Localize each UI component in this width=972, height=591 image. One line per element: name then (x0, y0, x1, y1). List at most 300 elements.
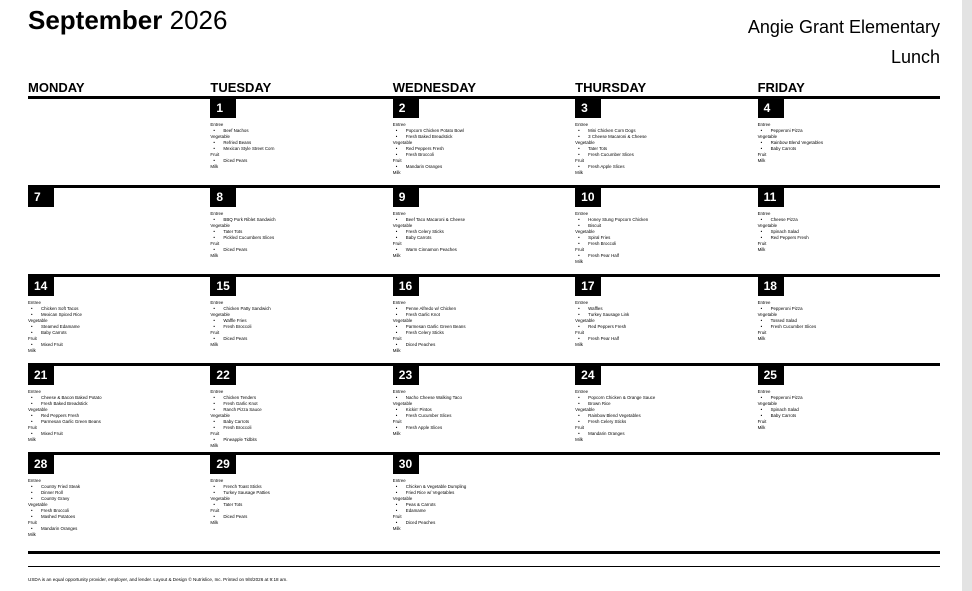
day-menu (575, 300, 629, 348)
menu-item-label: Rainbow Blend Vegetables (770, 140, 824, 145)
bullet-icon: • (578, 164, 580, 169)
menu-category: Vegetable (210, 134, 230, 139)
bullet-icon: • (31, 401, 33, 406)
menu-item-label: Penne Alfredo w/ Chicken (405, 306, 457, 311)
bullet-icon: • (213, 158, 215, 163)
menu-category: Fruit (757, 241, 767, 246)
menu-item (28, 419, 102, 425)
menu-item-label: Chicken & Vegetable Dumpling (405, 484, 467, 489)
day-number: 21 (28, 366, 54, 385)
menu-item-label: Cheese Pizza (770, 217, 798, 222)
day-number: 28 (28, 455, 54, 474)
day-number: 30 (393, 455, 419, 474)
bullet-icon: • (213, 336, 215, 341)
menu-category: Milk (210, 253, 219, 258)
bullet-icon: • (760, 407, 763, 412)
menu-item-label: Fresh Apple Slices (405, 425, 443, 430)
day-cell (393, 277, 575, 363)
bullet-icon: • (395, 407, 398, 412)
week-row (28, 96, 940, 185)
menu-item-label: Beef Taco Macaroni & Cheese (405, 217, 466, 222)
menu-item-label: Ranch Pizza Sauce (223, 407, 262, 412)
menu-category: Vegetable (210, 223, 230, 228)
day-menu (28, 389, 102, 443)
day-number: 22 (210, 366, 236, 385)
day-number: 7 (28, 188, 54, 207)
day-menu (210, 389, 261, 449)
menu-category: Vegetable (757, 223, 778, 228)
menu-category: Vegetable (575, 140, 595, 145)
menu-category: Milk (757, 336, 766, 341)
menu-item-label: Red Peppers Fresh (588, 324, 627, 329)
menu-item-label: Fresh Apple Slices (588, 164, 625, 169)
bullet-icon: • (578, 128, 580, 133)
bullet-icon: • (31, 413, 33, 418)
menu-item-label: Mixed Fruit (41, 431, 63, 436)
menu-item-label: 3 Cheese Macaroni & Cheese (588, 134, 647, 139)
bullet-icon: • (213, 514, 215, 519)
menu-category: Entree (210, 300, 224, 305)
bullet-icon: • (213, 425, 215, 430)
day-menu (575, 122, 647, 176)
bullet-icon: • (395, 490, 398, 495)
menu-category: Vegetable (392, 496, 413, 501)
bullet-icon: • (395, 484, 398, 489)
bullet-icon: • (395, 128, 398, 133)
week-row (28, 452, 940, 541)
menu-item-label: Baby Carrots (770, 146, 797, 151)
day-number: 15 (210, 277, 236, 296)
menu-category: Fruit (210, 431, 220, 436)
menu-category: Fruit (392, 241, 402, 246)
menu-item-label: Edamame (405, 508, 426, 513)
menu-item-label: Fresh Celery Sticks (405, 229, 444, 234)
bottom-divider (28, 551, 940, 554)
menu-item-label: Red Peppers Fresh (405, 146, 444, 151)
menu-item-label: Country Gravy (41, 496, 70, 501)
menu-item-label: Mandarin Oranges (588, 431, 625, 436)
menu-item-label: Fresh Broccoli (41, 508, 70, 513)
menu-category: Fruit (757, 419, 767, 424)
bullet-icon: • (31, 514, 33, 519)
menu-item-label: Red Peppers Fresh (41, 413, 80, 418)
bullet-icon: • (395, 229, 398, 234)
day-cell (393, 455, 575, 541)
menu-category: Entree (210, 122, 224, 127)
bullet-icon: • (213, 490, 215, 495)
bullet-icon: • (213, 324, 215, 329)
bullet-icon: • (395, 312, 398, 317)
menu-category: Entree (210, 211, 224, 216)
menu-category: Fruit (28, 520, 37, 525)
menu-item-label: Dinner Roll (41, 490, 63, 495)
menu-category: Fruit (392, 419, 402, 424)
menu-category: Entree (210, 389, 224, 394)
week-row (28, 363, 940, 452)
menu-item-label: Mashed Potatoes (41, 514, 76, 519)
menu-item-label: Rainbow Blend Vegetables (588, 413, 641, 418)
bullet-icon: • (395, 164, 398, 169)
menu-category: Fruit (575, 158, 584, 163)
bullet-icon: • (31, 395, 33, 400)
menu-item-label: Mexican Style Street Corn (223, 146, 275, 151)
bullet-icon: • (578, 395, 580, 400)
menu-item-label: Biscuit (588, 223, 602, 228)
menu-category: Entree (575, 300, 589, 305)
menu-item-label: Diced Pears (223, 247, 248, 252)
bullet-icon: • (578, 419, 580, 424)
menu-item-label: BBQ Pork Riblet Sandwich (223, 217, 276, 222)
menu-category: Milk (757, 425, 766, 430)
menu-item-label: Kickin' Pintos (405, 407, 432, 412)
day-cell (758, 455, 940, 541)
menu-item-label: Tater Tots (223, 229, 243, 234)
day-menu (758, 211, 809, 253)
bullet-icon: • (395, 342, 398, 347)
bullet-icon: • (31, 306, 33, 311)
title-year: 2026 (169, 5, 228, 35)
menu-category: Milk (392, 526, 401, 531)
menu-category: Milk (575, 170, 583, 175)
meal-name: Lunch (890, 47, 940, 67)
menu-category: Vegetable (757, 312, 778, 317)
bullet-icon: • (760, 140, 763, 145)
title-month: September (28, 5, 163, 35)
bullet-icon: • (578, 401, 580, 406)
menu-category: Entree (392, 389, 406, 394)
bullet-icon: • (31, 330, 33, 335)
menu-item-label: Fresh Cucumber Slices (770, 324, 817, 329)
weekday-label: THURSDAY (575, 80, 647, 95)
menu-category: Fruit (28, 425, 37, 430)
day-number: 10 (575, 188, 601, 207)
menu-item-label: Spiral Fries (588, 235, 611, 240)
menu-category: Fruit (210, 152, 220, 157)
bullet-icon: • (578, 336, 580, 341)
menu-category: Fruit (575, 330, 584, 335)
day-cell (575, 455, 757, 541)
menu-category: Fruit (575, 425, 584, 430)
weekday-header-row (28, 80, 940, 95)
bullet-icon: • (395, 502, 398, 507)
bullet-icon: • (31, 526, 33, 531)
day-cell (210, 188, 392, 274)
footer-note: USDA is an equal opportunity provider, employer, and lender. Layout & Design © Nutrislice, Inc. Printed on 9/8/2026 at 9:18 am. (28, 577, 288, 582)
menu-item-label: Warm Cinnamon Peaches (405, 247, 457, 252)
bullet-icon: • (760, 395, 763, 400)
menu-item-label: Pineapple Tidbits (223, 437, 257, 442)
menu-category: Vegetable (575, 318, 595, 323)
day-menu (210, 211, 275, 259)
bullet-icon: • (578, 241, 580, 246)
bullet-icon: • (31, 419, 33, 424)
day-cell (28, 366, 210, 452)
day-cell (28, 188, 210, 274)
bullet-icon: • (395, 217, 398, 222)
menu-item-label: Spinach Salad (770, 407, 799, 412)
day-number: 29 (210, 455, 236, 474)
menu-item-label: Baby Carrots (405, 235, 432, 240)
menu-item-label: Fresh Garlic Knot (223, 401, 258, 406)
menu-category: Entree (28, 478, 41, 483)
menu-category: Entree (28, 300, 41, 305)
menu-category: Vegetable (392, 223, 413, 228)
day-cell (575, 277, 757, 363)
day-menu (758, 122, 823, 164)
bullet-icon: • (213, 407, 215, 412)
menu-category: Entree (575, 122, 589, 127)
menu-item-label: Diced Peaches (405, 342, 436, 347)
menu-item-label: Refried Beans (223, 140, 252, 145)
bullet-icon: • (578, 324, 580, 329)
menu-item-label: Fresh Broccoli (588, 241, 617, 246)
bullet-icon: • (213, 318, 215, 323)
bullet-icon: • (31, 496, 33, 501)
menu-category: Milk (392, 253, 401, 258)
day-number: 2 (393, 99, 419, 118)
school-header (748, 12, 940, 72)
bullet-icon: • (31, 490, 33, 495)
menu-item-label: Mixed Fruit (41, 342, 63, 347)
menu-item (210, 235, 275, 241)
bullet-icon: • (395, 235, 398, 240)
bullet-icon: • (760, 318, 763, 323)
menu-category: Vegetable (392, 140, 413, 145)
menu-category: Entree (392, 122, 406, 127)
day-menu (758, 389, 803, 431)
bullet-icon: • (213, 140, 215, 145)
menu-item-label: Pepperoni Pizza (770, 128, 803, 133)
day-number: 17 (575, 277, 601, 296)
day-menu (210, 300, 270, 348)
menu-item-label: Chicken Patty Sandwich (223, 306, 271, 311)
bullet-icon: • (213, 437, 215, 442)
bullet-icon: • (395, 247, 398, 252)
menu-category: Milk (575, 259, 583, 264)
day-cell (393, 188, 575, 274)
day-cell (210, 455, 392, 541)
menu-category: Milk (210, 443, 219, 448)
bullet-icon: • (760, 128, 763, 133)
menu-item-label: Parmesan Garlic Green Beans (41, 419, 101, 424)
day-menu (758, 300, 817, 342)
menu-category: Vegetable (757, 401, 778, 406)
menu-category: Milk (210, 520, 219, 525)
bullet-icon: • (760, 146, 763, 151)
day-number: 24 (575, 366, 601, 385)
day-number: 18 (758, 277, 784, 296)
menu-category: Fruit (392, 336, 402, 341)
bullet-icon: • (31, 484, 33, 489)
menu-category: Entree (392, 211, 406, 216)
menu-category: Milk (210, 164, 219, 169)
day-number: 16 (393, 277, 419, 296)
day-menu (393, 211, 465, 259)
menu-item-label: Peas & Carrots (405, 502, 436, 507)
bullet-icon: • (395, 395, 398, 400)
day-cell (758, 188, 940, 274)
menu-category: Entree (757, 389, 771, 394)
menu-category: Vegetable (28, 502, 48, 507)
bullet-icon: • (213, 235, 215, 240)
menu-category: Entree (757, 300, 771, 305)
menu-category: Fruit (757, 152, 767, 157)
bullet-icon: • (395, 306, 398, 311)
bullet-icon: • (395, 146, 398, 151)
menu-item-label: Fresh Baked Breadstick (41, 401, 88, 406)
menu-item-label: Turkey Sausage Patties (223, 490, 270, 495)
bullet-icon: • (760, 217, 763, 222)
calendar-grid (28, 96, 940, 541)
day-cell (210, 99, 392, 185)
day-number: 4 (758, 99, 784, 118)
menu-item-label: Diced Pears (223, 514, 248, 519)
menu-item-label: Popcorn Chicken Potato Bowl (405, 128, 464, 133)
bullet-icon: • (31, 508, 33, 513)
menu-category: Milk (210, 342, 219, 347)
menu-item-label: Spinach Salad (770, 229, 799, 234)
day-cell (393, 99, 575, 185)
menu-category: Milk (28, 348, 36, 353)
menu-category: Milk (392, 431, 401, 436)
bullet-icon: • (31, 324, 33, 329)
menu-item-label: Parmesan Garlic Green Beans (405, 324, 466, 329)
menu-item-label: Tossed Salad (770, 318, 797, 323)
day-number: 14 (28, 277, 54, 296)
menu-category: Milk (575, 437, 583, 442)
bullet-icon: • (578, 235, 580, 240)
menu-item-label: Fresh Pear Half (588, 253, 619, 258)
bullet-icon: • (578, 134, 580, 139)
menu-category: Fruit (392, 514, 402, 519)
weekday-label: MONDAY (28, 80, 85, 95)
bullet-icon: • (760, 306, 763, 311)
menu-item-label: Fresh Cucumber Slices (405, 413, 452, 418)
menu-item-label: Mandarin Oranges (41, 526, 78, 531)
day-menu (210, 122, 274, 170)
menu-item-label: Pickled Cucumbers Slices (223, 235, 275, 240)
bullet-icon: • (395, 324, 398, 329)
menu-item-label: Baby Carrots (223, 419, 250, 424)
day-number: 3 (575, 99, 601, 118)
bullet-icon: • (395, 508, 398, 513)
bullet-icon: • (578, 223, 580, 228)
bullet-icon: • (578, 146, 580, 151)
menu-item-label: Diced Pears (223, 336, 248, 341)
menu-category: Vegetable (28, 407, 48, 412)
day-cell (758, 277, 940, 363)
menu-item-label: Cheese & Bacon Baked Potato (41, 395, 102, 400)
footer-divider (28, 566, 940, 567)
menu-item-label: Waffle Fries (223, 318, 247, 323)
weekday-label: TUESDAY (210, 80, 272, 95)
menu-item (393, 247, 465, 253)
bullet-icon: • (213, 395, 215, 400)
bullet-icon: • (213, 146, 215, 151)
menu-category: Vegetable (210, 496, 230, 501)
menu-item-label: Fresh Baked Breadstick (405, 134, 453, 139)
bullet-icon: • (213, 502, 215, 507)
bullet-icon: • (213, 306, 215, 311)
day-menu (575, 211, 648, 265)
menu-item-label: Fresh Celery Sticks (405, 330, 444, 335)
menu-item-label: Chicken Soft Tacos (41, 306, 79, 311)
menu-category: Vegetable (210, 312, 230, 317)
day-cell (575, 188, 757, 274)
menu-category: Entree (757, 122, 771, 127)
menu-item-label: Fresh Cucumber Slices (588, 152, 634, 157)
bullet-icon: • (578, 312, 580, 317)
menu-category: Fruit (392, 158, 402, 163)
day-number: 23 (393, 366, 419, 385)
bullet-icon: • (760, 413, 763, 418)
bullet-icon: • (760, 229, 763, 234)
menu-category: Vegetable (210, 413, 230, 418)
bullet-icon: • (395, 520, 398, 525)
menu-category: Entree (392, 300, 406, 305)
day-cell (28, 455, 210, 541)
menu-category: Fruit (210, 241, 220, 246)
bullet-icon: • (578, 152, 580, 157)
menu-category: Milk (757, 158, 766, 163)
menu-item-label: Beef Nachos (223, 128, 249, 133)
menu-category: Milk (392, 170, 401, 175)
menu-item-label: Diced Pears (223, 158, 248, 163)
menu-item-label: Brown Rice (588, 401, 611, 406)
scrollbar[interactable] (962, 0, 972, 591)
menu-item-label: Waffles (588, 306, 603, 311)
menu-item-label: French Toast Sticks (223, 484, 262, 489)
day-cell (758, 366, 940, 452)
menu-category: Milk (392, 348, 401, 353)
menu-item (210, 146, 274, 152)
menu-category: Vegetable (392, 401, 413, 406)
day-cell (210, 366, 392, 452)
bullet-icon: • (578, 253, 580, 258)
day-menu (575, 389, 655, 443)
menu-category: Vegetable (28, 318, 48, 323)
menu-item-label: Fried Rice w/ Vegetables (405, 490, 455, 495)
menu-item-label: Mini Chicken Corn Dogs (588, 128, 636, 133)
bullet-icon: • (578, 431, 580, 436)
menu-item-label: Fresh Pear Half (588, 336, 619, 341)
menu-item-label: Fresh Broccoli (405, 152, 434, 157)
day-menu (393, 300, 466, 354)
menu-item-label: Fresh Broccoli (223, 425, 252, 430)
day-cell (575, 366, 757, 452)
menu-category: Vegetable (757, 134, 778, 139)
menu-category: Entree (392, 478, 406, 483)
menu-item-label: Nacho Cheese Walking Taco (405, 395, 462, 400)
menu-category: Entree (575, 389, 589, 394)
weekday-label: WEDNESDAY (392, 80, 477, 95)
menu-item-label: Fresh Broccoli (223, 324, 252, 329)
menu-category: Vegetable (575, 229, 595, 234)
menu-item-label: Red Peppers Fresh (770, 235, 809, 240)
menu-item-label: Chicken Tenders (223, 395, 257, 400)
day-cell (393, 366, 575, 452)
menu-category: Entree (757, 211, 771, 216)
menu-item-label: Steamed Edamame (41, 324, 80, 329)
bullet-icon: • (213, 247, 215, 252)
day-cell (758, 99, 940, 185)
menu-item-label: Honey Stung Popcorn Chicken (588, 217, 649, 222)
menu-category: Milk (28, 437, 36, 442)
menu-item-label: Tater Tots (588, 146, 608, 151)
bullet-icon: • (213, 229, 215, 234)
menu-item-label: Fresh Garlic Knot (405, 312, 440, 317)
menu-item-label: Baby Carrots (41, 330, 67, 335)
